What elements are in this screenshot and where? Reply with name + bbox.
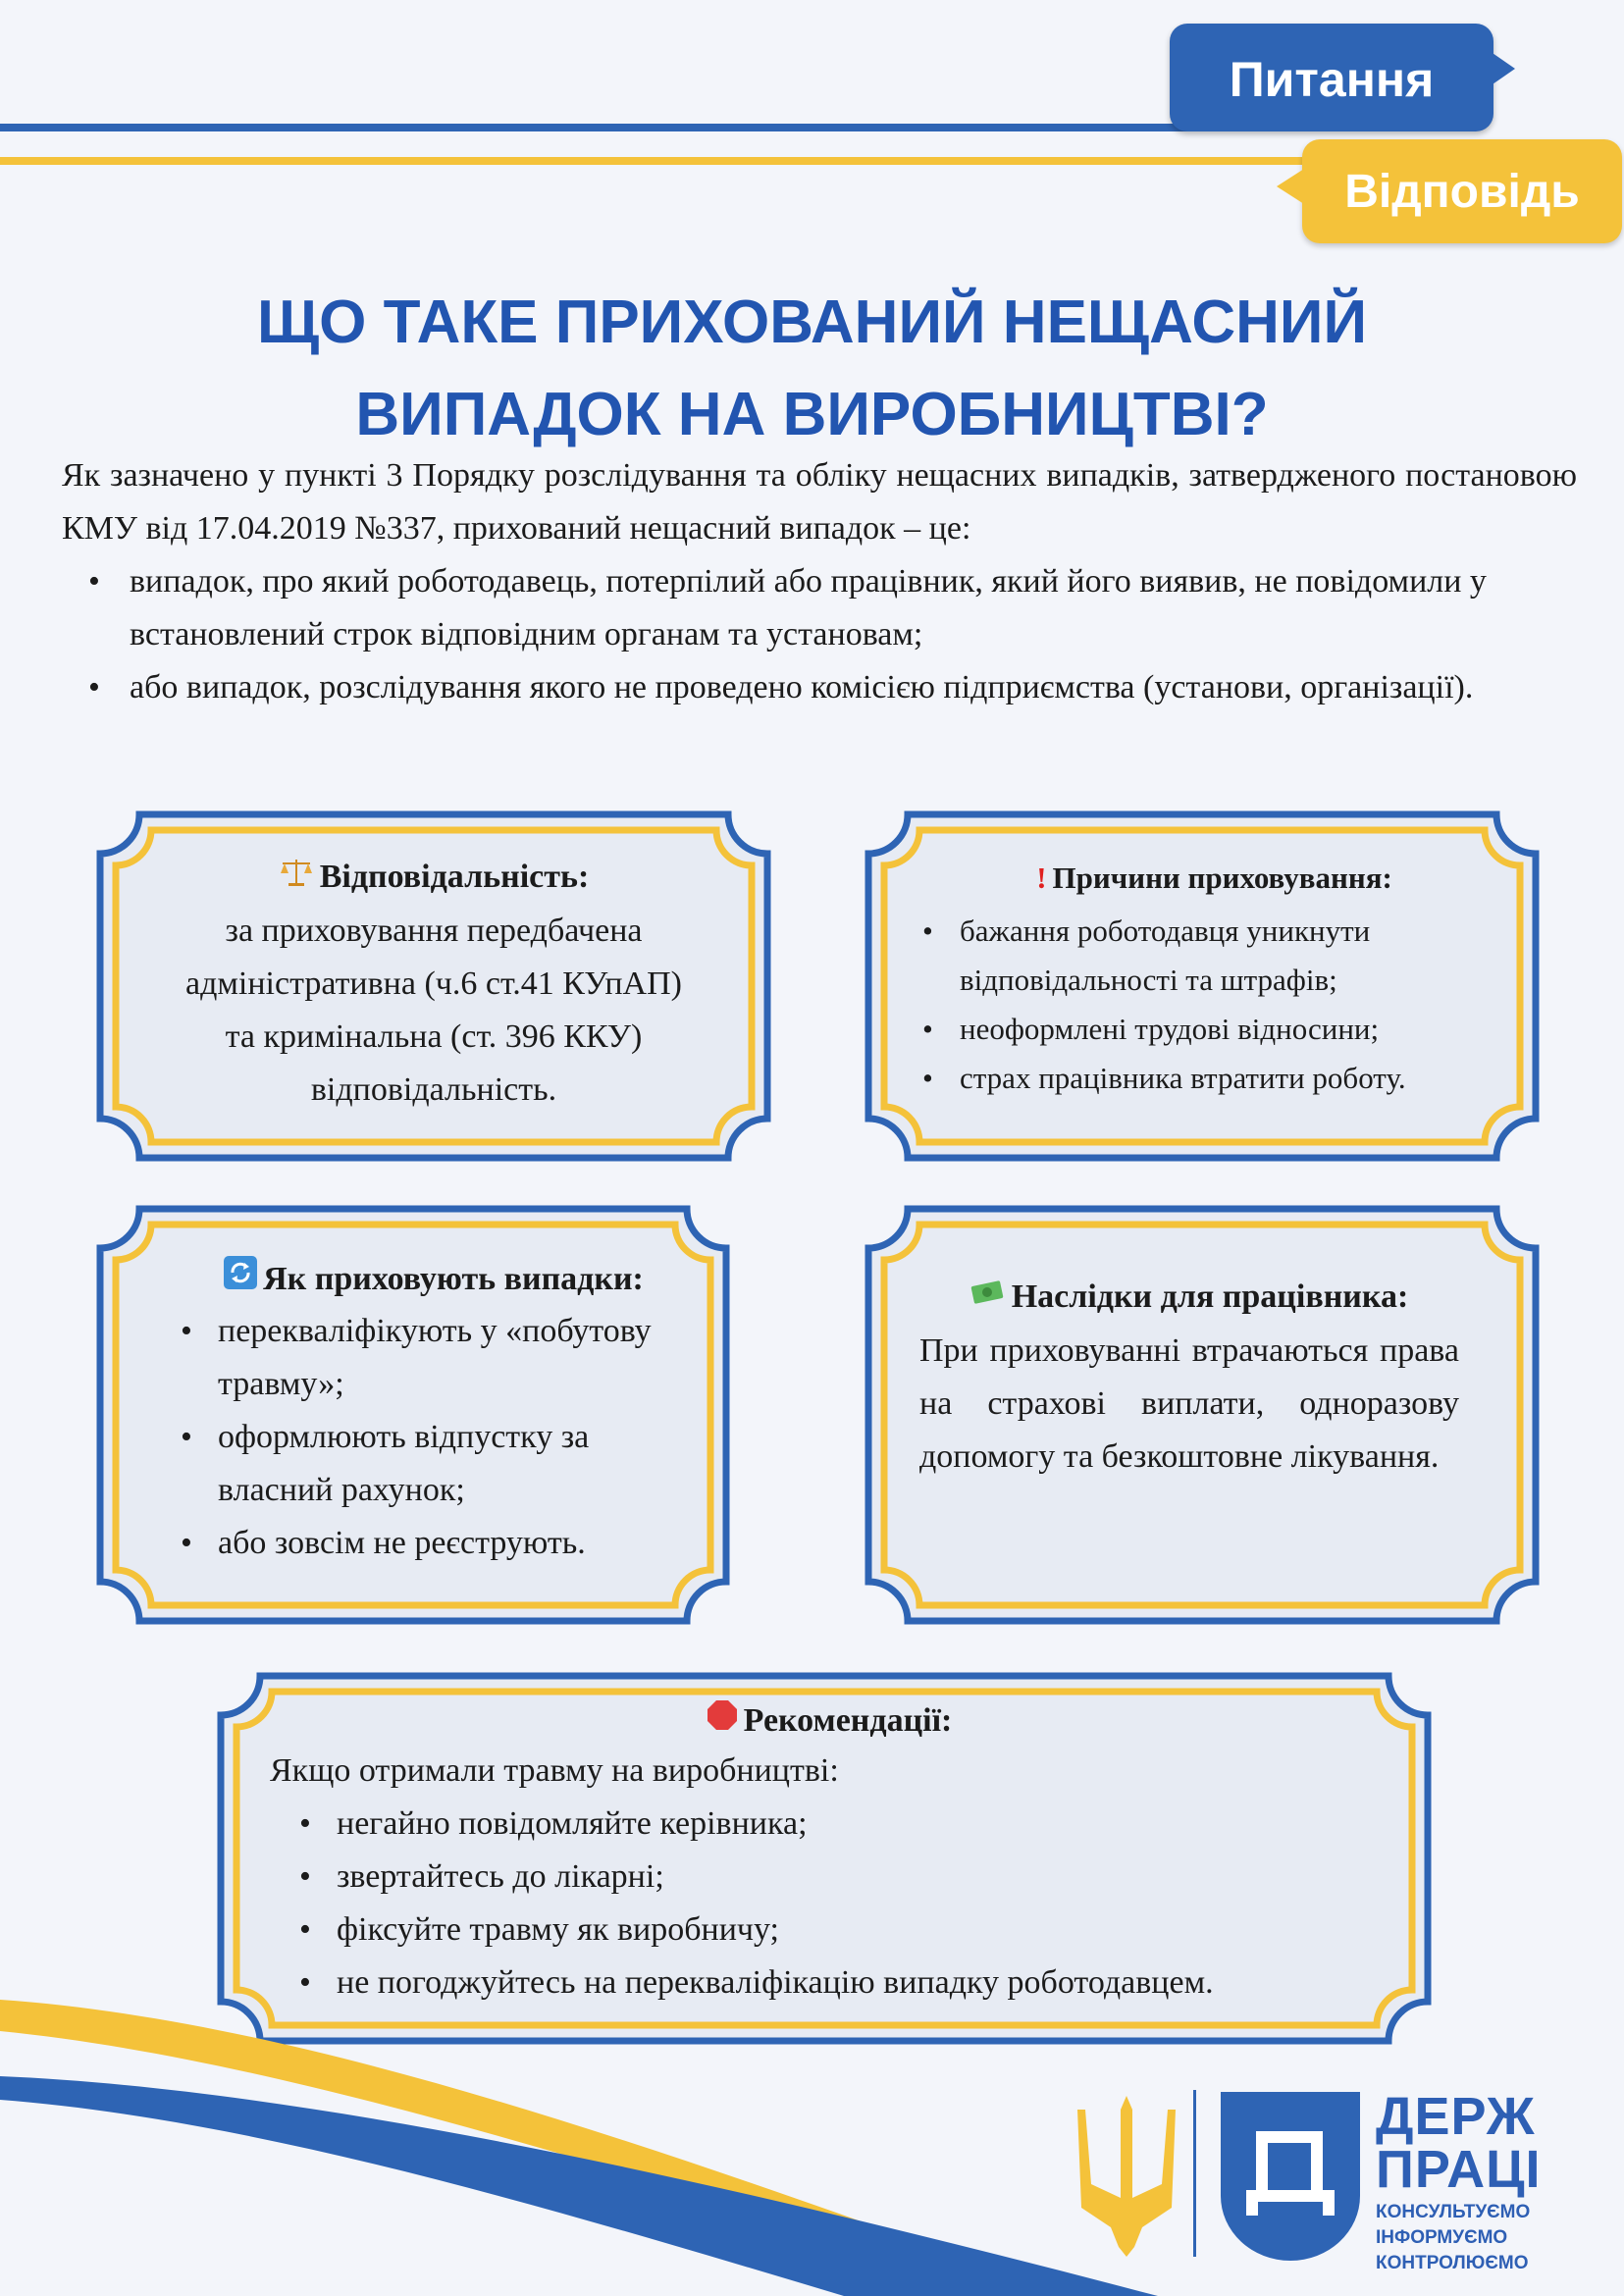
reasons-title: ! Причини приховування: <box>922 854 1506 903</box>
list-item: • або зовсім не реєструють. <box>181 1517 687 1570</box>
page-title: ЩО ТАКЕ ПРИХОВАНИЙ НЕЩАСНИЙ ВИПАДОК НА ВИРОБНИЦТВІ? <box>256 288 1368 448</box>
intro-bullets <box>88 555 1550 714</box>
responsibility-line: за приховування передбачена <box>225 913 643 949</box>
recommendations-card <box>221 1676 1428 2041</box>
list-item: • звертайтесь до лікарні; <box>299 1851 1388 1904</box>
trident-emblem <box>1072 2090 1181 2264</box>
header-blue-stripe <box>0 124 1227 131</box>
logo-sub2: ІНФОРМУЄМО <box>1376 2227 1508 2248</box>
list-item: • бажання роботодавця уникнути відповідальності та штрафів; <box>922 907 1506 1005</box>
logo-sub3: КОНТРОЛЮЄМО <box>1376 2253 1529 2273</box>
how-card <box>100 1209 726 1621</box>
answer-tag: Відповідь <box>1302 139 1622 243</box>
consequences-title: Наслідки для працівника: <box>919 1274 1459 1321</box>
list-item: • не погоджуйтесь на перекваліфікацію випадку роботодавцем. <box>299 1957 1388 2009</box>
consequences-card <box>868 1209 1536 1621</box>
list-item: • перекваліфікують у «побутову травму»; <box>181 1305 687 1411</box>
list-item: • страх працівника втратити роботу. <box>922 1054 1506 1103</box>
logo-sub1: КОНСУЛЬТУЄМО <box>1376 2202 1531 2222</box>
responsibility-line: адміністративна (ч.6 ст.41 КУпАП) <box>185 965 682 1002</box>
how-title: Як приховують випадки: <box>181 1256 687 1303</box>
responsibility-line: відповідальність. <box>310 1071 557 1108</box>
stop-icon <box>707 1697 738 1745</box>
exclamation-icon: ! <box>1036 861 1047 895</box>
recommendations-title: Рекомендації: <box>270 1697 1388 1745</box>
logo-badge <box>1217 2088 1364 2265</box>
list-item: • випадок, про який роботодавець, потерпілий або працівник, який його виявив, не повідомили у встановлений строк відповідним органам та установам; <box>88 555 1550 661</box>
logo-line2: ПРАЦІ <box>1376 2140 1542 2199</box>
refresh-icon <box>224 1256 257 1303</box>
reasons-card <box>868 814 1536 1158</box>
responsibility-line: та кримінальна (ст. 396 ККУ) <box>225 1018 643 1055</box>
intro-text: Як зазначено у пункті 3 Порядку розслідування та обліку нещасних випадків, затвердженого постановою КМУ від 17.04.2019 №337, прихований нещасний випадок – це: <box>62 457 1577 547</box>
scales-icon <box>279 854 314 901</box>
money-icon <box>970 1274 1006 1321</box>
responsibility-card <box>100 814 767 1158</box>
list-item: • або випадок, розслідування якого не проведено комісією підприємства (установи, організації). <box>88 661 1550 714</box>
logo-line1: ДЕРЖ <box>1376 2087 1536 2146</box>
list-item: • неоформлені трудові відносини; <box>922 1005 1506 1054</box>
question-tag: Питання <box>1170 24 1493 131</box>
list-item: • негайно повідомляйте керівника; <box>299 1798 1388 1851</box>
logo-text <box>1376 2087 1542 2276</box>
recommendations-lead: Якщо отримали травму на виробництві: <box>270 1752 839 1789</box>
consequences-text: При приховуванні втрачаються права на страхові виплати, одноразову допомогу та безкоштовне лікування. <box>919 1332 1459 1475</box>
header-yellow-stripe <box>0 157 1315 165</box>
list-item: • оформлюють відпустку за власний рахунок; <box>181 1411 687 1517</box>
responsibility-title: Відповідальність: <box>130 854 738 901</box>
list-item: • фіксуйте травму як виробничу; <box>299 1904 1388 1957</box>
logo-divider <box>1193 2090 1196 2257</box>
